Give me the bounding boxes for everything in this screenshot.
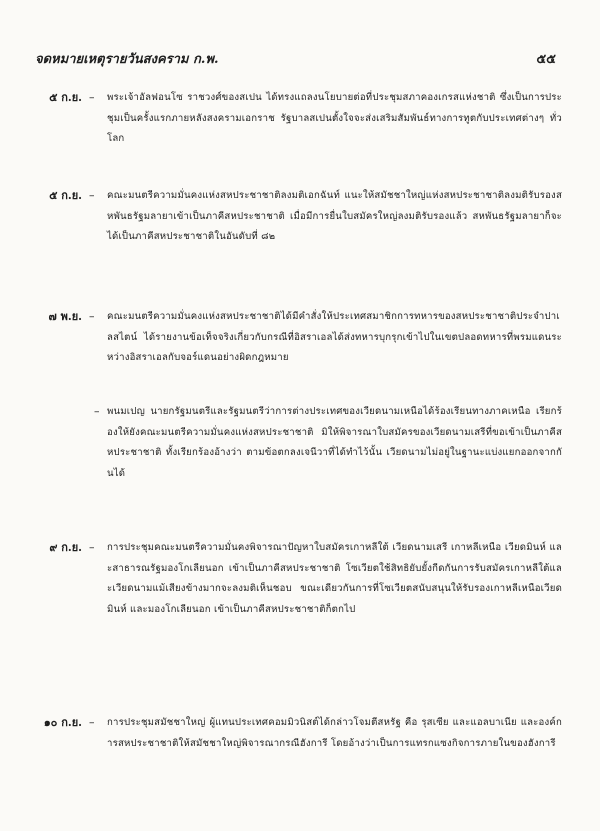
entry-text: การประชุมสมัชชาใหญ่ ผู้แทนประเทศคอมมิวนิสต์ได้กล่าวโจมตีสหรัฐ คือ รุสเซีย และแอลบาเนีย และองค์การสหประชาชาติให้สมัชชาใหญ่พิจารณากรณีฮังการี โดยอ้างว่าเป็นการแทรกแซงกิจการภายในของฮังการี	[107, 717, 562, 749]
entry-text: การประชุมคณะมนตรีความมั่นคงพิจารณาปัญหาใบสมัครเกาหลีใต้ เวียดนามเสรี เกาหลีเหนือ เวียดมินห์ และสาธารณรัฐมองโกเลียนอก เข้าเป็นภาคีสหประชาชาติ โซเวียตใช้สิทธิยับยั้งกีดกันการรับสมัครเกาหลีใต้และเวียดนามแม้เสียงข้างมากจะลงมติเห็นชอบ ขณะเดียวกันการที่โซเวียตสนับสนุนให้รับรองเกาหลีเหนือเวียดมินห์ และมองโกเลียนอก เข้าเป็นภาคีสหประชาชาติก็ตกไป	[107, 542, 562, 615]
running-head: จดหมายเหตุรายวันสงคราม ก.พ.	[35, 52, 219, 67]
entry-date: ๙ ก.ย.	[49, 541, 82, 554]
entry-date: ๕ ก.ย.	[49, 189, 82, 202]
sub-entry-text: พนมเปญ นายกรัฐมนตรีและรัฐมนตรีว่าการต่างประเทศของเวียดนามเหนือได้ร้องเรียนทางภาคเหนือ เรียกร้องให้ยังคณะมนตรีความมั่นคงแห่งสหประชาชาติ มิให้พิจารณาใบสมัครของเวียดนามเสรีที่ขอเข้าเป็นภาคีสหประชาชาติ ทั้งเรียกร้องอ้างว่า ตามข้อตกลงเจนีวาที่ได้ทำไว้นั้น เวียดนามไม่อยู่ในฐานะแบ่งแยกออกจากกันได้	[107, 406, 562, 479]
entry-dash: –	[89, 189, 95, 202]
entry-dash: –	[89, 716, 95, 729]
entry-dash: –	[89, 310, 95, 323]
entry-date: ๑๐ ก.ย.	[43, 716, 82, 729]
entry-text: คณะมนตรีความมั่นคงแห่งสหประชาชาติได้มีคำสั่งให้ประเทศสมาชิกการทหารของสหประชาชาติประจำปาเลสไตน์ ได้รายงานข้อเท็จจริงเกี่ยวกับกรณีที่อิสราเอลได้ส่งทหารบุกรุกเข้าไปในเขตปลอดทหารที่พรมแดนระหว่างอิสราเอลกับจอร์แดนอย่างผิดกฎหมาย	[107, 311, 562, 363]
entry-date: ๗ พ.ย.	[48, 310, 82, 323]
entry-text: คณะมนตรีความมั่นคงแห่งสหประชาชาติลงมติเอกฉันท์ แนะให้สมัชชาใหญ่แห่งสหประชาชาติลงมติรับรองสหพันธรัฐมลายาเข้าเป็นภาคีสหประชาชาติ เมื่อมีการยื่นใบสมัครใหญ่ลงมติรับรองแล้ว สหพันธรัฐมลายาก็จะได้เป็นภาคีสหประชาชาติในอันดับที่ ๘๒	[107, 190, 562, 242]
entry-date: ๕ ก.ย.	[49, 91, 82, 104]
entry-dash: –	[89, 91, 95, 104]
page-number: ๕๕	[536, 52, 556, 67]
sub-entry-dash: –	[94, 405, 100, 418]
entry-text: พระเจ้าอัลฟอนโซ ราชวงศ์ของสเปน ได้ทรงแถลงนโยบายต่อที่ประชุมสภาคองเกรสแห่งชาติ ซึ่งเป็นการประชุมเป็นครั้งแรกภายหลังสงครามเอกราช รัฐบาลสเปนตั้งใจจะส่งเสริมสัมพันธ์ทางการทูตกับประเทศต่างๆ ทั่วโลก	[107, 92, 562, 144]
page-header	[35, 48, 556, 70]
entry-dash: –	[89, 541, 95, 554]
